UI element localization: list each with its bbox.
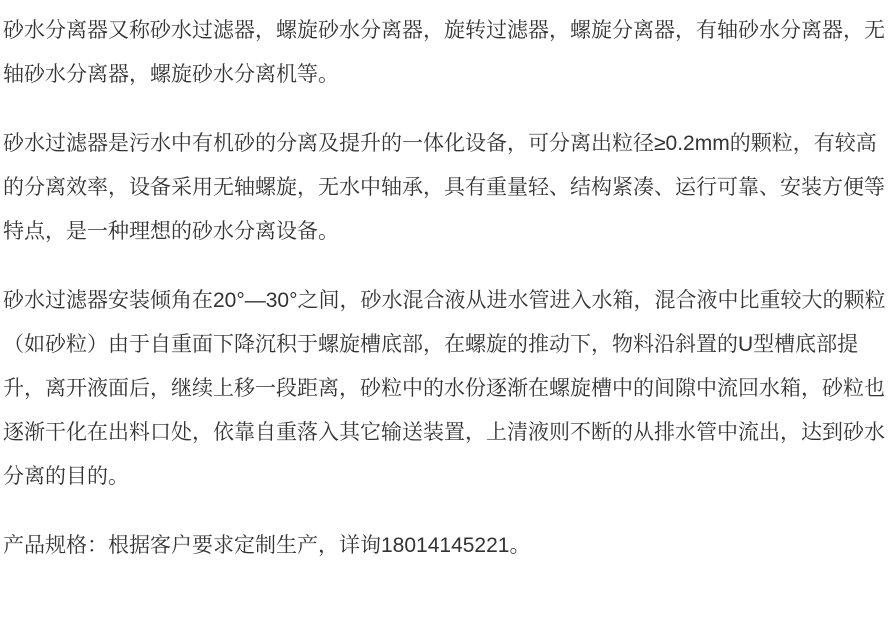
paragraph-working-principle: 砂水过滤器安装倾角在20°—30°之间，砂水混合液从进水管进入水箱，混合液中比重较大的颗粒（如砂粒）由于自重面下降沉积于螺旋槽底部，在螺旋的推动下，物料沿斜置的U型槽底部提升，离开液面后，继续上移一段距离，砂粒中的水份逐渐在螺旋槽中的间隙中流回水箱，砂粒也逐渐干化在出料口处，依靠自重落入其它输送装置，上清液则不断的从排水管中流出，达到砂水分离的目的。	[3, 289, 886, 488]
paragraph-product-features: 砂水过滤器是污水中有机砂的分离及提升的一体化设备，可分离出粒径≥0.2mm的颗粒，有较高的分离效率，设备采用无轴螺旋，无水中轴承，具有重量轻、结构紧凑、运行可靠、安装方便等特点，是一种理想的砂水分离设备。	[3, 132, 885, 243]
paragraph-product-specs: 产品规格：根据客户要求定制生产，详询18014145221。	[3, 534, 531, 557]
paragraph-product-aliases: 砂水分离器又称砂水过滤器，螺旋砂水分离器，旋转过滤器，螺旋分离器，有轴砂水分离器，无轴砂水分离器，螺旋砂水分离机等。	[3, 19, 885, 86]
